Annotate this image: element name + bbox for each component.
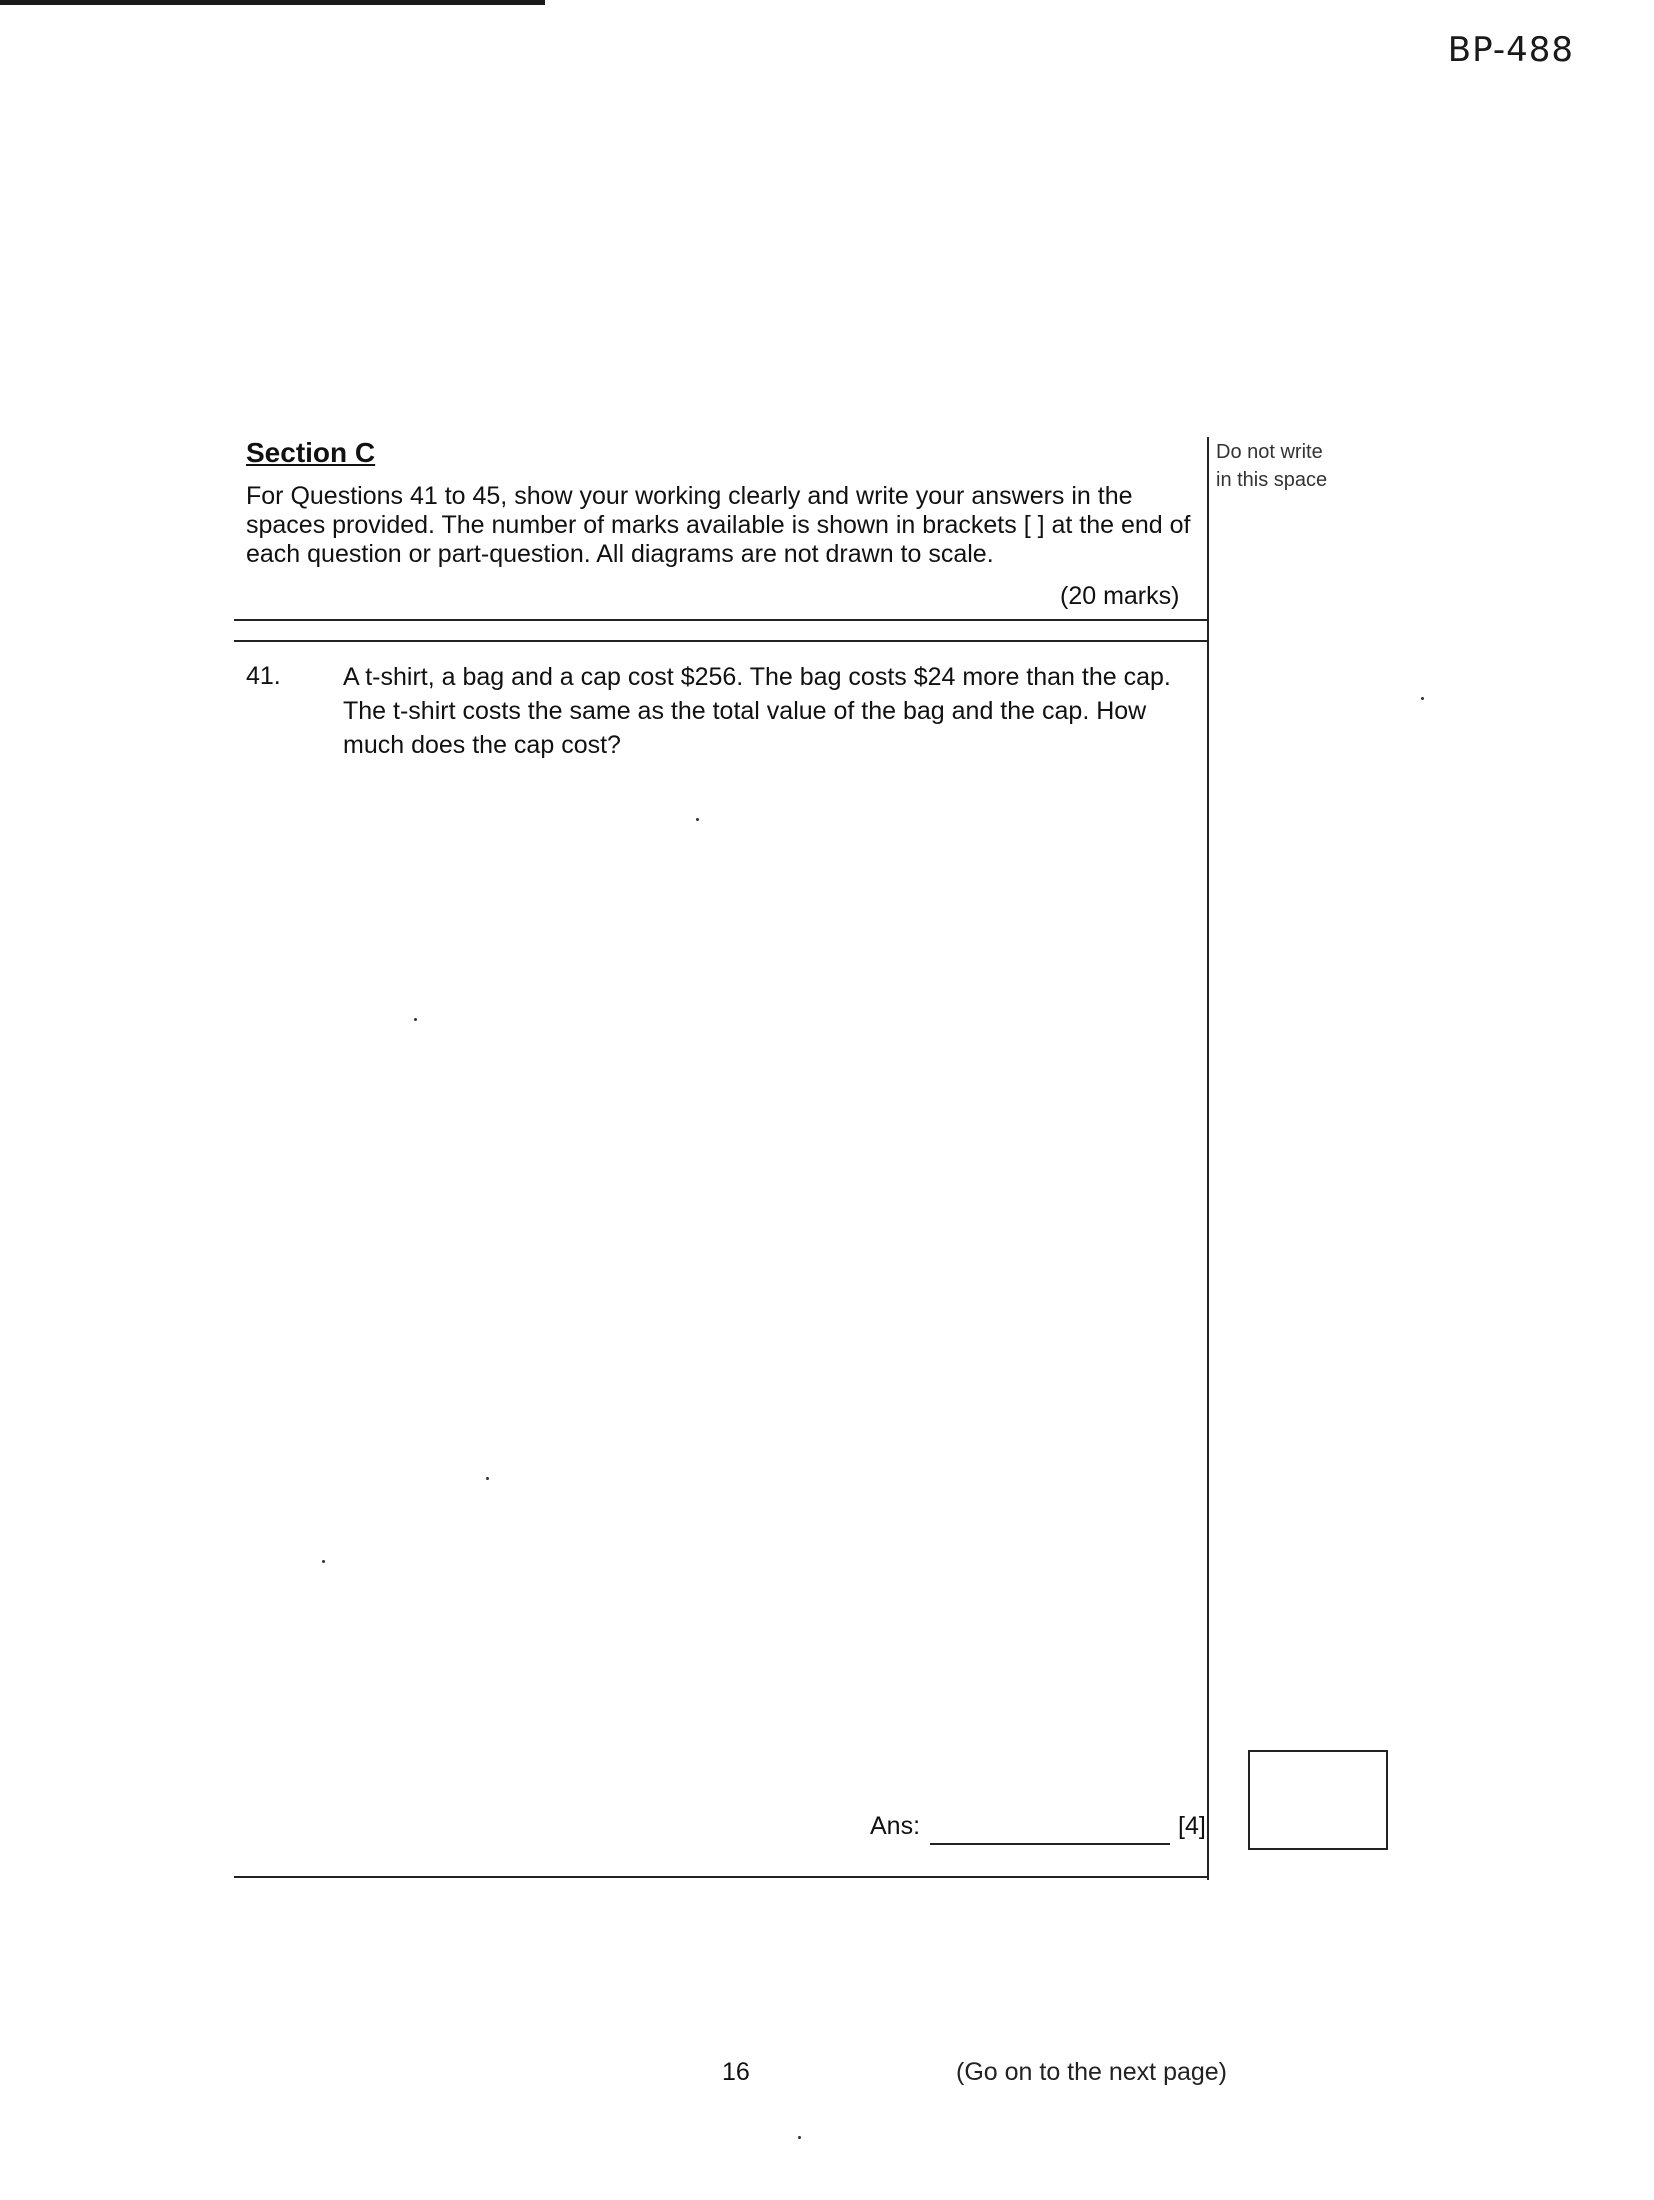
margin-note-line1: Do not write xyxy=(1216,441,1323,463)
scan-speck xyxy=(696,818,699,821)
question-number: 41. xyxy=(246,662,281,690)
section-divider-top xyxy=(234,619,1209,621)
question-text: A t-shirt, a bag and a cap cost $256. The bag costs $24 more than the cap. The t-shirt costs the same as the total value of the bag and the cap. How much does the cap cost? xyxy=(343,663,1171,759)
top-edge-rule xyxy=(0,0,545,5)
question-divider-bottom xyxy=(234,1876,1209,1878)
margin-divider-line xyxy=(1207,437,1209,1880)
scan-speck xyxy=(414,1018,417,1021)
paper-code: BP-488 xyxy=(1447,30,1574,70)
next-page-note: (Go on to the next page) xyxy=(956,2058,1228,2086)
margin-note-line2: in this space xyxy=(1216,469,1328,491)
question-marks: [4] xyxy=(1178,1812,1206,1840)
margin-note xyxy=(1216,438,1327,494)
scan-speck xyxy=(486,1477,489,1480)
working-space[interactable] xyxy=(246,770,1186,1790)
answer-line[interactable] xyxy=(930,1843,1170,1845)
scan-speck xyxy=(1421,697,1424,700)
answer-label: Ans: xyxy=(870,1812,921,1840)
score-box xyxy=(1248,1750,1388,1850)
section-instructions: For Questions 41 to 45, show your working clearly and write your answers in the spaces provided. The number of marks available is shown in brackets [ ] at the end of each question or part-question. All diagrams are not drawn to scale. xyxy=(246,482,1191,568)
page-number: 16 xyxy=(722,2058,750,2086)
scan-speck xyxy=(322,1560,325,1563)
scan-speck xyxy=(798,2136,801,2139)
section-title: Section C xyxy=(246,437,376,468)
section-marks-total: (20 marks) xyxy=(1060,582,1180,610)
question-divider-top xyxy=(234,640,1209,642)
